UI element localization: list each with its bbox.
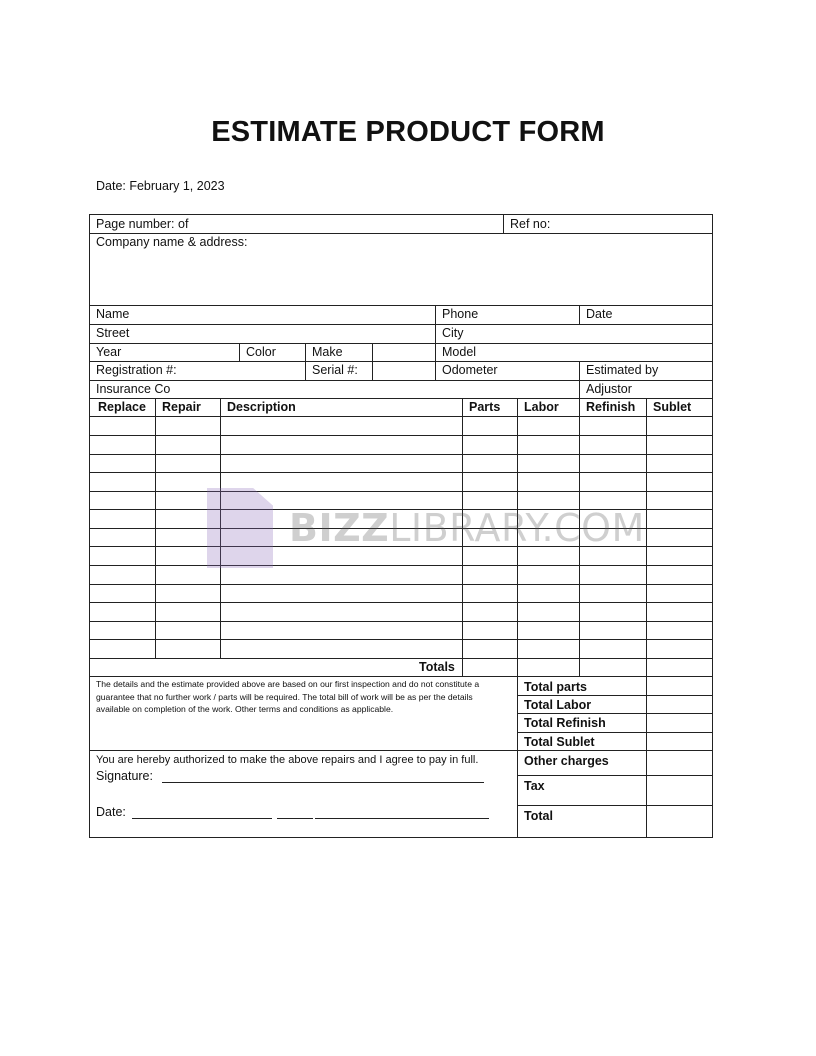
table-row <box>89 416 713 417</box>
estimated-by-label: Estimated by <box>586 363 659 377</box>
divider <box>646 676 647 838</box>
divider <box>517 695 713 696</box>
serial-label: Serial #: <box>312 363 358 377</box>
divider <box>517 713 713 714</box>
divider <box>89 233 713 234</box>
summary-other-charges: Other charges <box>524 754 609 768</box>
divider <box>579 361 580 398</box>
table-row <box>89 528 713 529</box>
table-row <box>89 491 713 492</box>
divider <box>372 343 373 380</box>
estimate-form <box>89 214 713 838</box>
date-line-2[interactable] <box>277 818 313 819</box>
date-line-3[interactable] <box>315 818 489 819</box>
watermark-rest: LIBRARY.COM <box>389 506 645 550</box>
divider <box>89 305 713 306</box>
table-column <box>220 398 221 658</box>
table-row <box>89 658 713 659</box>
document-date: Date: February 1, 2023 <box>96 179 225 193</box>
table-row <box>89 435 713 436</box>
table-row <box>89 454 713 455</box>
divider <box>89 343 713 344</box>
column-header: Repair <box>162 400 201 414</box>
adjustor-label: Adjustor <box>586 382 632 396</box>
divider <box>517 805 713 806</box>
street-label: Street <box>96 326 130 340</box>
totals-row-bottom <box>89 676 713 677</box>
divider <box>517 732 713 733</box>
phone-label: Phone <box>442 307 479 321</box>
table-row <box>89 546 713 547</box>
divider <box>89 380 713 381</box>
make-label: Make <box>312 345 343 359</box>
column-header: Parts <box>469 400 501 414</box>
table-row <box>89 509 713 510</box>
divider <box>435 305 436 380</box>
column-header: Description <box>227 400 296 414</box>
divider <box>305 343 306 380</box>
disclaimer-text: The details and the estimate provided above are based on our first inspection and do not constitute a guarantee that no further work / parts will be required. The total bill of work will be as per the details available on completion of the work. Other terms and conditions as applicable. <box>96 679 480 714</box>
divider <box>239 343 240 361</box>
color-label: Color <box>246 345 276 359</box>
signature-line[interactable] <box>162 782 484 783</box>
table-column <box>579 398 580 676</box>
authorization-text: You are hereby authorized to make the above repairs and I agree to pay in full. <box>96 754 479 766</box>
date-line-1[interactable] <box>132 818 272 819</box>
table-column <box>517 398 518 676</box>
summary-total: Total <box>524 809 553 823</box>
divider <box>517 676 518 838</box>
divider <box>89 750 713 751</box>
authorization-date-label: Date: <box>96 805 126 819</box>
table-row <box>89 639 713 640</box>
column-header: Refinish <box>586 400 636 414</box>
model-label: Model <box>442 345 477 359</box>
divider <box>89 398 713 399</box>
table-row <box>89 602 713 603</box>
column-header: Labor <box>524 400 559 414</box>
divider <box>517 775 713 776</box>
signature-label: Signature: <box>96 769 153 783</box>
column-header: Sublet <box>653 400 692 414</box>
summary-tax: Tax <box>524 779 545 793</box>
ref-no-label: Ref no: <box>510 217 551 231</box>
table-column <box>462 398 463 676</box>
summary-total-refinish: Total Refinish <box>524 716 606 730</box>
name-label: Name <box>96 307 130 321</box>
column-header: Replace <box>98 400 146 414</box>
insurance-label: Insurance Co <box>96 382 171 396</box>
year-label: Year <box>96 345 122 359</box>
table-column <box>646 398 647 676</box>
summary-total-sublet: Total Sublet <box>524 735 595 749</box>
company-label: Company name & address: <box>96 235 248 249</box>
divider <box>89 324 713 325</box>
form-border <box>89 214 713 838</box>
date-label: Date <box>586 307 613 321</box>
divider <box>89 361 713 362</box>
watermark-bold: BIZZ <box>289 506 390 550</box>
divider <box>503 214 504 233</box>
registration-label: Registration #: <box>96 363 177 377</box>
table-row <box>89 472 713 473</box>
table-row <box>89 621 713 622</box>
odometer-label: Odometer <box>442 363 498 377</box>
table-row <box>89 584 713 585</box>
table-row <box>89 565 713 566</box>
table-column <box>155 398 156 658</box>
divider <box>579 305 580 324</box>
summary-total-labor: Total Labor <box>524 698 592 712</box>
page-number-label: Page number: of <box>96 217 189 231</box>
summary-total-parts: Total parts <box>524 680 587 694</box>
city-label: City <box>442 326 464 340</box>
totals-label: Totals <box>419 660 455 674</box>
page-title: ESTIMATE PRODUCT FORM <box>211 116 605 148</box>
